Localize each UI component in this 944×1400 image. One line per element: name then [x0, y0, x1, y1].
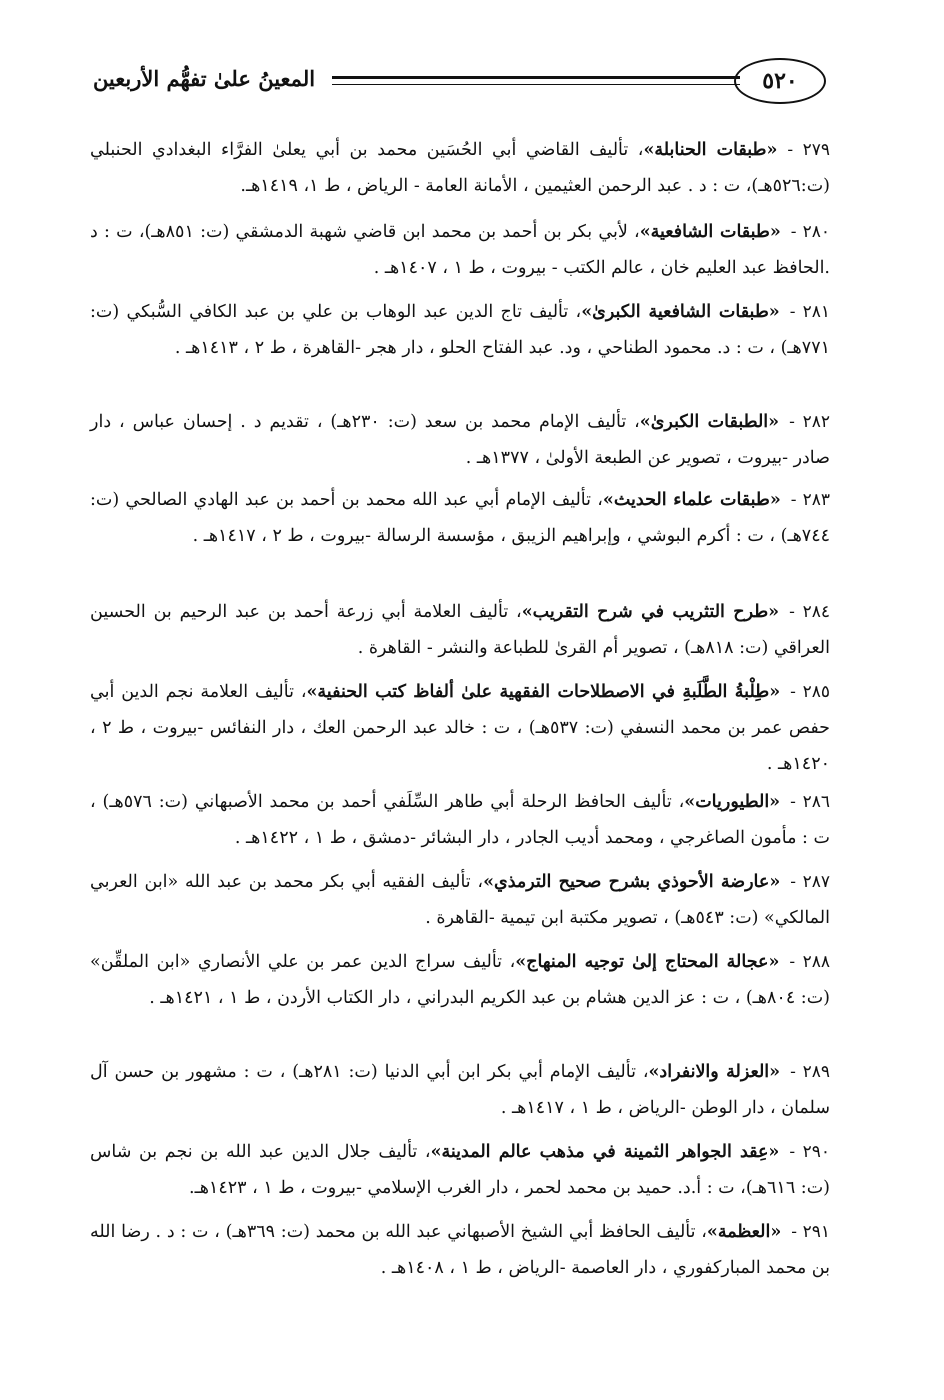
entry-number: ٢٨٣ -: [790, 490, 830, 510]
entry-title: «طبقات علماء الحديث»: [602, 490, 781, 510]
bibliography-entry: [90, 404, 830, 476]
entry-details: ، تأليف الإمام أبي بكر ابن أبي الدنيا (ت: ٢٨١هـ) ، ت : مشهور بن حسن آل سلمان ، دار الوطن -الرياض ، ط ١ ، ١٤١٧هـ .: [90, 1062, 830, 1118]
bibliography-entry: [90, 1054, 830, 1126]
entry-number: ٢٨٤ -: [789, 602, 830, 622]
entry-number: ٢٨٧ -: [790, 872, 831, 892]
bibliography-entry: [90, 1134, 830, 1206]
bibliography-entry: [90, 674, 830, 782]
bibliography-entry: [90, 214, 830, 286]
bibliography-entry: [90, 864, 830, 936]
running-title: المعينُ علىٰ تفهُّم الأربعين: [92, 66, 316, 91]
entry-title: «الطبقات الكبرىٰ»: [639, 412, 780, 432]
entry-details: ، تأليف جلال الدين عبد الله بن نجم بن شاس (ت: ٦١٦هـ)، ت : أ.د. حميد بن محمد لحمر ، دار الغرب الإسلامي -بيروت ، ط ١ ، ١٤٢٣هـ.: [90, 1142, 830, 1198]
entry-title: «طبقات الشافعية الكبرىٰ»: [581, 302, 780, 322]
entry-number: ٢٨١ -: [789, 302, 831, 322]
entry-details: ، تأليف الإمام محمد بن سعد (ت: ٢٣٠هـ) ، تقديم د . إحسان عباس ، دار صادر -بيروت ، تصوير عن الطبعة الأولىٰ ، ١٣٧٧هـ .: [90, 412, 830, 468]
entry-title: «طبقات الحنابلة»: [643, 140, 778, 160]
entry-title: «عِقد الجواهر الثمينة في مذهب عالم المدينة»: [430, 1142, 780, 1162]
entry-title: «الطيوريات»: [684, 792, 781, 812]
bibliography-entry: [90, 132, 830, 204]
bibliography-entry: [90, 294, 830, 366]
bibliography-entry: [90, 482, 830, 554]
entry-number: ٢٩٠ -: [789, 1142, 830, 1162]
entry-number: ٢٩١ -: [791, 1222, 831, 1242]
entry-number: ٢٨٨ -: [789, 952, 830, 972]
entry-details: ، تأليف القاضي أبي الحُسَين محمد بن أبي يعلىٰ الفرَّاء البغدادي الحنبلي (ت:٥٢٦هـ)، ت : د . عبد الرحمن العثيمين ، الأمانة العامة - الرياض ، ط ١، ١٤١٩هـ.: [90, 140, 830, 196]
entry-number: ٢٨٩ -: [790, 1062, 830, 1082]
entry-details: ، تأليف الإمام أبي عبد الله محمد بن أحمد بن عبد الهادي الصالحي (ت: ٧٤٤هـ) ، ت : أكرم البوشي ، وإبراهيم الزيبق ، مؤسسة الرسالة -بيروت ، ط ٢ ، ١٤١٧هـ .: [90, 490, 830, 546]
page-number: ٥٢٠: [762, 68, 798, 94]
page-number-badge: [734, 58, 826, 104]
entry-number: ٢٨٠ -: [790, 222, 831, 242]
entry-details: ، لأبي بكر بن أحمد بن محمد ابن قاضي شهبة الدمشقي (ت: ٨٥١هـ)، ت : د .الحافظ عبد العليم خان ، عالم الكتب - بيروت ، ط ١ ، ١٤٠٧هـ .: [90, 222, 830, 278]
entry-number: ٢٨٥ -: [790, 682, 831, 702]
entry-details: ، تأليف الحافظ أبي الشيخ الأصبهاني عبد الله بن محمد (ت: ٣٦٩هـ) ، ت : د . رضا الله بن محمد المباركفوري ، دار العاصمة -الرياض ، ط ١ ، ١٤٠٨هـ .: [90, 1222, 830, 1278]
entry-title: «طِلْبةُ الطَّلَبةِ في الاصطلاحات الفقهية علىٰ ألفاظ كتب الحنفية»: [306, 682, 781, 702]
bibliography-entry: [90, 944, 830, 1016]
entry-number: ٢٨٢ -: [789, 412, 831, 432]
bibliography-entry: [90, 1214, 830, 1286]
entry-title: «عارضة الأحوذي بشرح صحيح الترمذي»: [483, 872, 781, 892]
page-header: [70, 52, 830, 112]
bibliography-entry: [90, 594, 830, 666]
entry-details: ، تأليف الحافظ الرحلة أبي طاهر السِّلَفي أحمد بن محمد الأصبهاني (ت: ٥٧٦هـ) ، ت : مأمون الصاغرجي ، ومحمد أديب الجادر ، دار البشائر -دمشق ، ط ١ ، ١٤٢٢هـ .: [90, 792, 830, 848]
entry-details: ، تأليف سراج الدين عمر بن علي الأنصاري «ابن الملقِّن» (ت: ٨٠٤هـ) ، ت : عز الدين هشام بن عبد الكريم البدراني ، دار الكتاب الأردن ، ط ١ ، ١٤٢١هـ .: [90, 952, 830, 1008]
entry-title: «طرح التثريب في شرح التقريب»: [521, 602, 780, 622]
entry-number: ٢٧٩ -: [787, 140, 830, 160]
entry-title: «العظمة»: [706, 1222, 782, 1242]
bibliography-entry: [90, 784, 830, 856]
entry-details: ، تأليف العلامة أبي زرعة أحمد بن عبد الرحيم بن الحسين العراقي (ت: ٨١٨هـ) ، تصوير أم القرىٰ للطباعة والنشر - القاهرة .: [90, 602, 830, 658]
entry-details: ، تأليف الفقيه أبي بكر محمد بن عبد الله «ابن العربي المالكي» (ت: ٥٤٣هـ) ، تصوير مكتبة ابن تيمية -القاهرة .: [90, 872, 830, 928]
header-rule: [332, 76, 740, 85]
entry-title: «طبقات الشافعية»: [639, 222, 781, 242]
entry-title: «عجالة المحتاج إلىٰ توجيه المنهاج»: [515, 952, 780, 972]
entry-details: ، تأليف العلامة نجم الدين أبي حفص عمر بن محمد النسفي (ت: ٥٣٧هـ) ، ت : خالد عبد الرحمن العك ، دار النفائس -بيروت ، ط ٢ ، ١٤٢٠هـ .: [90, 682, 830, 774]
entry-number: ٢٨٦ -: [790, 792, 830, 812]
entry-title: «العزلة والانفراد»: [648, 1062, 781, 1082]
entry-details: ، تأليف تاج الدين عبد الوهاب بن علي بن عبد الكافي السُّبكي (ت: ٧٧١هـ) ، ت : د. محمود الطناحي ، ود. عبد الفتاح الحلو ، دار هجر -القاهرة ، ط ٢ ، ١٤١٣هـ .: [90, 302, 830, 358]
